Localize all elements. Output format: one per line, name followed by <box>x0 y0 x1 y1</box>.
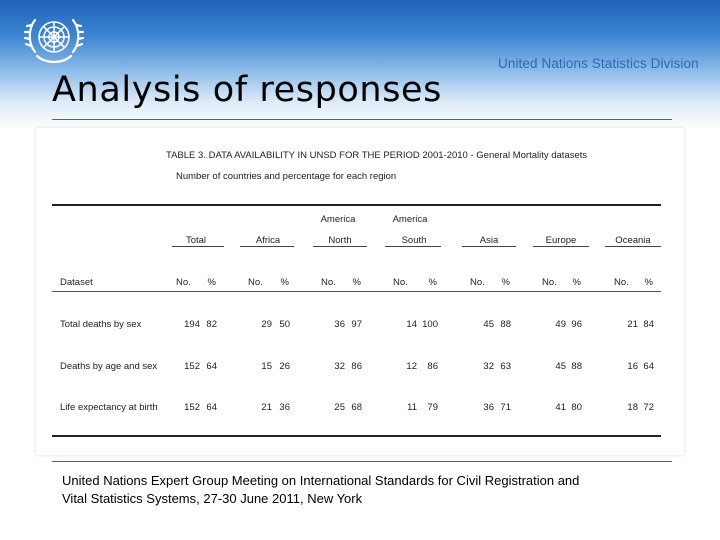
cell-percent: 97 <box>351 319 362 330</box>
cell-percent: 63 <box>500 361 511 372</box>
cell-count: 14 <box>406 319 417 330</box>
cell-count: 32 <box>483 361 494 372</box>
group-america-north: North <box>328 235 352 246</box>
group-line-asia <box>462 246 516 247</box>
row-label: Total deaths by sex <box>60 319 142 330</box>
table-rule-bottom <box>52 435 661 437</box>
col-pct-header: % <box>572 277 581 288</box>
col-pct-header: % <box>644 277 653 288</box>
col-pct-header: % <box>428 277 437 288</box>
row-label: Life expectancy at birth <box>60 402 158 413</box>
cell-count: 36 <box>483 402 494 413</box>
cell-count: 21 <box>627 319 638 330</box>
col-no-header: No. <box>248 277 263 288</box>
col-pct-header: % <box>280 277 289 288</box>
cell-percent: 86 <box>351 361 362 372</box>
cell-percent: 100 <box>422 319 438 330</box>
group-line-oceania <box>605 246 661 247</box>
cell-count: 18 <box>627 402 638 413</box>
group-line-north <box>313 246 367 247</box>
group-africa: Africa <box>255 235 281 246</box>
group-total: Total <box>185 235 207 246</box>
cell-percent: 86 <box>427 361 438 372</box>
cell-count: 15 <box>261 361 272 372</box>
group-line-total <box>172 246 224 247</box>
col-no-header: No. <box>176 277 191 288</box>
group-oceania: Oceania <box>615 235 651 246</box>
un-emblem-icon <box>22 8 86 70</box>
col-pct-header: % <box>352 277 361 288</box>
cell-percent: 82 <box>206 319 217 330</box>
dataset-header: Dataset <box>60 277 93 288</box>
cell-count: 29 <box>261 319 272 330</box>
footer-line-2: Vital Statistics Systems, 27-30 June 2011, New York <box>62 491 363 506</box>
group-line-south <box>385 246 441 247</box>
cell-count: 49 <box>555 319 566 330</box>
col-no-header: No. <box>614 277 629 288</box>
cell-percent: 72 <box>643 402 654 413</box>
divider-top <box>52 119 672 120</box>
group-europe: Europe <box>545 235 577 246</box>
table-subtitle: Number of countries and percentage for each region <box>176 171 397 182</box>
cell-count: 45 <box>483 319 494 330</box>
col-no-header: No. <box>321 277 336 288</box>
division-label: United Nations Statistics Division <box>498 56 699 71</box>
footer-text <box>62 472 682 508</box>
table-title: TABLE 3. DATA AVAILABILITY IN UNSD FOR THE PERIOD 2001-2010 - General Mortality datasets <box>166 150 588 161</box>
slide-title: Analysis of responses <box>52 70 442 110</box>
cell-count: 32 <box>334 361 345 372</box>
cell-percent: 36 <box>279 402 290 413</box>
group-asia: Asia <box>479 235 499 246</box>
cell-percent: 88 <box>500 319 511 330</box>
cell-count: 11 <box>407 402 417 413</box>
cell-percent: 64 <box>206 402 217 413</box>
group-line-europe <box>533 246 589 247</box>
cell-count: 41 <box>555 402 566 413</box>
cell-percent: 88 <box>571 361 582 372</box>
cell-count: 36 <box>334 319 345 330</box>
group-america-south: South <box>401 235 427 246</box>
cell-count: 21 <box>261 402 272 413</box>
cell-count: 152 <box>184 402 200 413</box>
cell-percent: 79 <box>427 402 438 413</box>
cell-percent: 96 <box>571 319 582 330</box>
cell-count: 45 <box>555 361 566 372</box>
col-no-header: No. <box>470 277 485 288</box>
group-line-africa <box>240 246 294 247</box>
col-pct-header: % <box>207 277 216 288</box>
cell-count: 12 <box>406 361 417 372</box>
cell-count: 152 <box>184 361 200 372</box>
cell-percent: 71 <box>500 402 511 413</box>
cell-count: 16 <box>627 361 638 372</box>
group-super-south: America <box>392 214 428 225</box>
cell-percent: 50 <box>279 319 290 330</box>
divider-bottom <box>52 461 672 462</box>
cell-percent: 64 <box>206 361 217 372</box>
footer-line-1: United Nations Expert Group Meeting on International Standards for Civil Registration and <box>62 473 580 488</box>
group-super-north: America <box>320 214 356 225</box>
cell-percent: 26 <box>279 361 290 372</box>
cell-count: 25 <box>334 402 345 413</box>
table-rule-top <box>52 204 661 206</box>
col-no-header: No. <box>542 277 557 288</box>
col-no-header: No. <box>393 277 408 288</box>
cell-percent: 84 <box>643 319 654 330</box>
table-rule-mid <box>52 291 661 292</box>
col-pct-header: % <box>501 277 510 288</box>
cell-percent: 80 <box>571 402 582 413</box>
cell-percent: 64 <box>643 361 654 372</box>
data-table <box>36 128 684 455</box>
cell-count: 194 <box>184 319 200 330</box>
row-label: Deaths by age and sex <box>60 361 158 372</box>
cell-percent: 68 <box>351 402 362 413</box>
